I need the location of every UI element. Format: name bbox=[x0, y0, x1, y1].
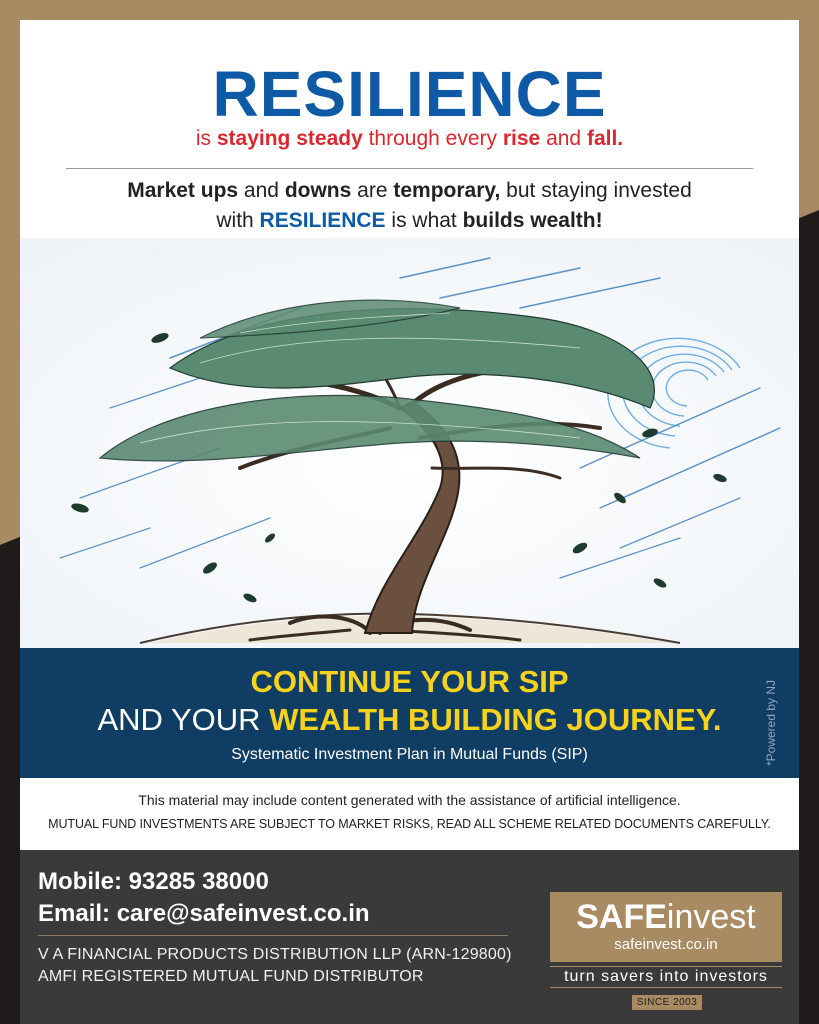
intro-bold: temporary, bbox=[393, 179, 501, 202]
email-address: Email: care@safeinvest.co.in bbox=[38, 900, 370, 927]
subhead-text: through every bbox=[362, 127, 503, 150]
intro-bold: downs bbox=[284, 179, 352, 202]
footer-divider bbox=[38, 935, 508, 936]
subhead-text: is bbox=[195, 127, 217, 150]
contact-footer bbox=[20, 850, 799, 1024]
firm-name: V A FINANCIAL PRODUCTS DISTRIBUTION LLP (ARN-129800) bbox=[38, 946, 512, 963]
intro-text bbox=[20, 176, 799, 236]
brand-name-bold: SAFE bbox=[576, 898, 667, 936]
intro-text-part: is what bbox=[385, 209, 463, 232]
subheadline bbox=[20, 126, 799, 152]
cta-subtitle: Systematic Investment Plan in Mutual Funds (SIP) bbox=[231, 746, 588, 763]
brand-url: safeinvest.co.in bbox=[614, 936, 718, 953]
brand-name bbox=[550, 892, 782, 936]
brand-logo bbox=[550, 892, 782, 962]
since-badge: SINCE 2003 bbox=[632, 995, 702, 1010]
risk-disclaimer: MUTUAL FUND INVESTMENTS ARE SUBJECT TO MARKET RISKS, READ ALL SCHEME RELATED DOCUMENTS CAREFULLY. bbox=[48, 817, 771, 831]
poster-card bbox=[20, 20, 799, 1024]
intro-highlight: RESILIENCE bbox=[259, 209, 386, 232]
intro-text-part: are bbox=[351, 179, 394, 202]
subhead-text: and bbox=[540, 127, 587, 150]
cta-line-2-prefix: AND YOUR bbox=[97, 702, 270, 737]
headline: RESILIENCE bbox=[212, 58, 607, 130]
intro-text-part: and bbox=[238, 179, 285, 202]
subhead-bold: rise bbox=[502, 127, 541, 150]
intro-bold: builds wealth! bbox=[462, 209, 603, 232]
brand-name-light: invest bbox=[666, 898, 756, 936]
divider bbox=[66, 168, 753, 169]
cta-line-2 bbox=[20, 702, 799, 738]
subhead-bold: staying steady bbox=[216, 127, 363, 150]
cta-line-1: CONTINUE YOUR SIP bbox=[250, 664, 569, 699]
cta-banner bbox=[20, 648, 799, 778]
cta-line-2-highlight: WEALTH BUILDING JOURNEY. bbox=[269, 702, 722, 737]
intro-text-part: with bbox=[216, 209, 260, 232]
subhead-bold: fall. bbox=[586, 127, 624, 150]
intro-bold: Market ups bbox=[127, 179, 239, 202]
brand-tagline: turn savers into investors bbox=[550, 966, 782, 988]
mobile-number: Mobile: 93285 38000 bbox=[38, 868, 269, 895]
powered-by-label: *Powered by NJ bbox=[764, 679, 778, 767]
intro-text-part: but staying invested bbox=[500, 179, 692, 202]
ai-disclaimer: This material may include content generated with the assistance of artificial intelligence. bbox=[138, 792, 681, 808]
amfi-registration: AMFI REGISTERED MUTUAL FUND DISTRIBUTOR bbox=[38, 968, 424, 985]
wind-swept-tree-illustration bbox=[20, 238, 799, 648]
